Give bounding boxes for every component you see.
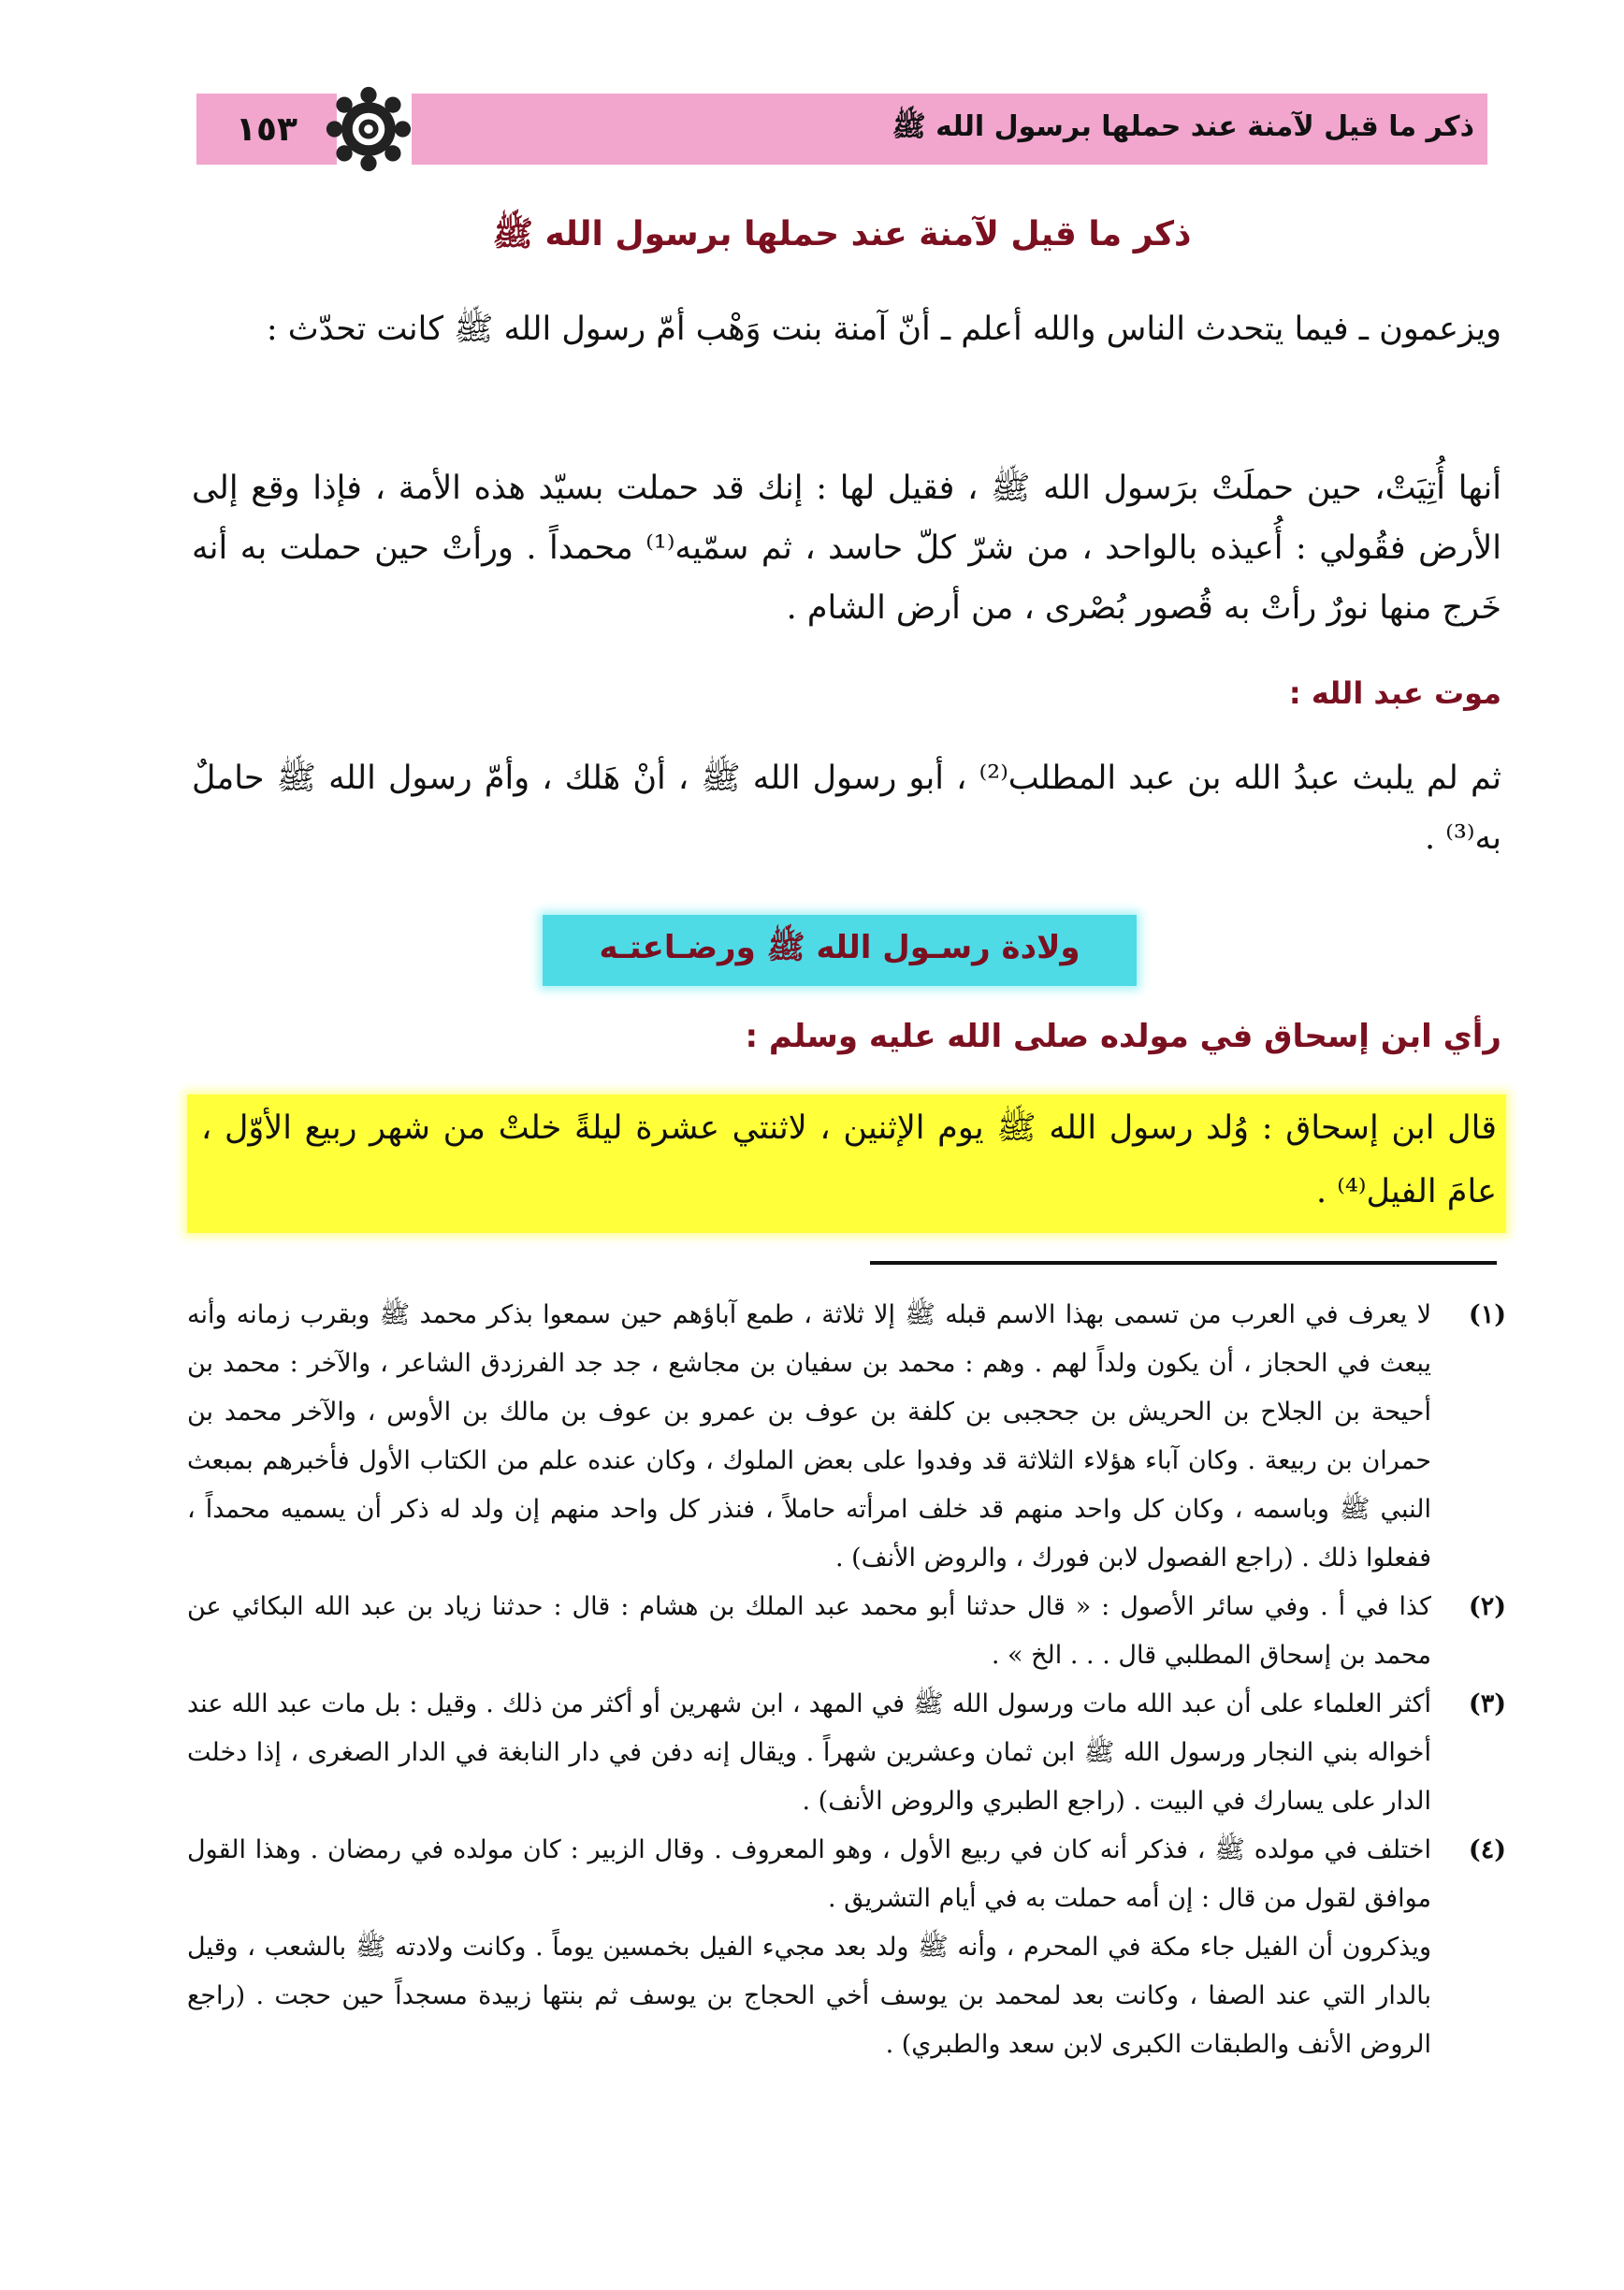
footnote-2 xyxy=(187,1583,1506,1680)
birth-section-banner: ولادة رسـول الله ﷺ ورضـاعتـه xyxy=(543,915,1137,986)
footnote-number: (٣) xyxy=(1468,1689,1506,1718)
footnote-text: كذا في أ . وفي سائر الأصول : « قال حدثنا أبو محمد عبد الملك بن هشام : قال : حدثنا زياد بن عبد الله البكائي عن محمد بن إسحاق المطلبي قال . . . الخ » . xyxy=(187,1592,1431,1670)
paragraph-intro: ويزعمون ـ فيما يتحدث الناس والله أعلم ـ أنّ آمنة بنت وَهْب أمّ رسول الله ﷺ كانت تحدّث : xyxy=(266,311,1501,348)
ibn-ishaq-heading: رأي ابن إسحاق في مولده صلى الله عليه وسلم : xyxy=(745,1018,1501,1055)
footnote-number: (٤) xyxy=(1468,1835,1506,1864)
chapter-title: ذكر ما قيل لآمنة عند حملها برسول الله ﷺ xyxy=(492,215,1192,254)
highlighted-quote: قال ابن إسحاق : وُلد رسول الله ﷺ يوم الإثنين ، لاثنتي عشرة ليلةً خلتْ من شهر ربيع الأوّل ، عامَ الفيل⁽⁴⁾ . xyxy=(201,1109,1497,1210)
footnote-text: أكثر العلماء على أن عبد الله مات ورسول الله ﷺ في المهد ، ابن شهرين أو أكثر من ذلك . وقيل : بل مات عبد الله عند أخواله بني النجار ورسول الله ﷺ ابن ثمان وعشرين شهراً . ويقال إنه دفن في دار النابغة في الدار الصغرى ، إذا دخلت الدار على يسارك في البيت . (راجع الطبري والروض الأنف) . xyxy=(187,1689,1431,1816)
footnote-text: لا يعرف في العرب من تسمى بهذا الاسم قبله ﷺ إلا ثلاثة ، طمع آباؤهم حين سمعوا بذكر محمد ﷺ وبقرب زمانه وأنه يبعث في الحجاز ، أن يكون ولداً لهم . وهم : محمد بن سفيان بن مجاشع ، جد جد الفرزدق الشاعر ، والآخر : محمد بن أحيحة بن الجلاح بن الحريش بن جحجبى بن كلفة بن عوف بن عمرو بن عوف بن مالك بن الأوس ، والآخر محمد بن حمران بن ربيعة . وكان آباء هؤلاء الثلاثة قد وفدوا على بعض الملوك ، وكان عنده علم من الكتاب الأول فأخبرهم بمبعث النبي ﷺ وباسمه ، وكان كل واحد منهم قد خلف امرأته حاملاً ، فنذر كل واحد منهم إن ولد له ذكر أن يسميه محمداً ، ففعلوا ذلك . (راجع الفصول لابن فورك ، والروض الأنف) . xyxy=(187,1300,1431,1573)
footnote-text: اختلف في مولده ﷺ ، فذكر أنه كان في ربيع الأول ، وهو المعروف . وقال الزبير : كان مولده في رمضان . وهذا القول موافق لقول من قال : إن أمه حملت به في أيام التشريق . xyxy=(187,1835,1431,1913)
paragraph-vision: أنها أُتِيَتْ، حين حملَتْ برَسول الله ﷺ ، فقيل لها : إنك قد حملت بسيّد هذه الأمة ، فإذا وقع إلى الأرض فقُولي : أُعيذه بالواحد ، من شرّ كلّ حاسد ، ثم سمّيه⁽¹⁾ محمداً . ورأتْ حين حملت به أنه خَرج منها نورٌ رأتْ به قُصور بُصْرى ، من أرض الشام . xyxy=(192,470,1501,627)
page-number: ١٥٣ xyxy=(196,94,337,165)
footnote-4 xyxy=(187,1826,1506,1923)
footnote-number: (٢) xyxy=(1468,1592,1506,1621)
footnotes xyxy=(187,1291,1506,2069)
paragraph-abdullah: ثم لم يلبث عبدُ الله بن عبد المطلب⁽²⁾ ، أبو رسول الله ﷺ ، أنْ هَلك ، وأمّ رسول الله ﷺ حاملٌ به⁽³⁾ . xyxy=(192,760,1501,857)
footnote-4-continued: ويذكرون أن الفيل جاء مكة في المحرم ، وأنه ﷺ ولد بعد مجيء الفيل بخمسين يوماً . وكانت ولادته ﷺ بالشعب ، وقيل بالدار التي عند الصفا ، وكانت بعد لمحمد بن يوسف أخي الحجاج بن يوسف ثم بنتها زبيدة مسجداً حين حجت . (راجع الروض الأنف والطبقات الكبرى لابن سعد والطبري) . xyxy=(187,1933,1431,2059)
footnote-3 xyxy=(187,1680,1506,1826)
footnote-divider xyxy=(870,1261,1497,1265)
rosette-ornament-icon xyxy=(324,84,413,174)
footnote-number: (١) xyxy=(1468,1300,1506,1329)
running-title: ذكر ما قيل لآمنة عند حملها برسول الله ﷺ xyxy=(892,109,1474,143)
section-heading-abdullah: موت عبد الله : xyxy=(1288,675,1501,711)
running-header xyxy=(412,94,1487,165)
footnote-1 xyxy=(187,1291,1506,1583)
